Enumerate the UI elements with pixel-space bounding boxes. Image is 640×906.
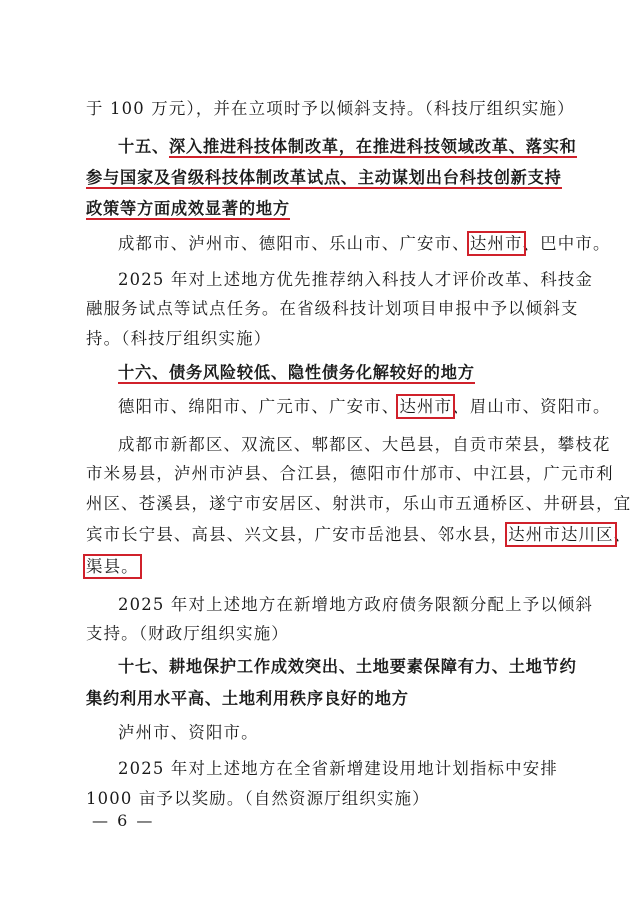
- highlighted-county-qu: 渠县。: [86, 557, 139, 576]
- section-15-heading-line-2: 参与国家及省级科技体制改革试点、主动谋划出台科技创新支持: [86, 168, 562, 187]
- section-17-body-line-1: 2025 年对上述地方在全省新增建设用地计划指标中安排: [118, 759, 558, 778]
- section-16-county-line-2: 市米易县，泸州市泸县、合江县，德阳市什邡市、中江县，广元市利: [86, 464, 614, 483]
- section-16-county-line-5: [86, 556, 556, 578]
- section-16-county-line-4: 宾市长宁县、高县、兴文县，广安市岳池县、邻水县，达州市达川区、: [86, 525, 632, 544]
- section-16-body-line-1: 2025 年对上述地方在新增地方政府债务限额分配上予以倾斜: [118, 595, 594, 614]
- section-16-county-line-1: 成都市新都区、双流区、郫都区、大邑县，自贡市荣县，攀枝花: [118, 435, 611, 454]
- section-17-heading-line-1: 十七、耕地保护工作成效突出、土地要素保障有力、土地节约: [118, 657, 577, 676]
- section-16-heading: 十六、债务风险较低、隐性债务化解较好的地方: [118, 363, 475, 382]
- section-17-heading-line-2: 集约利用水平高、土地利用秩序良好的地方: [86, 689, 409, 708]
- section-16-places: 德阳市、绵阳市、广元市、广安市、达州市、眉山市、资阳市。: [118, 397, 611, 416]
- highlighted-place-dazhou: 达州市: [469, 234, 523, 253]
- section-15-number: 十五、: [118, 137, 169, 156]
- section-17-places: 泸州市、资阳市。: [118, 723, 259, 742]
- section-15-body-line-1: 2025 年对上述地方优先推荐纳入科技人才评价改革、科技金: [118, 270, 594, 289]
- carryover-text: 于 100 万元），并在立项时予以倾斜支持。（科技厅组织实施）: [86, 99, 575, 118]
- highlighted-district-dachuan: 达州市达川区: [508, 525, 614, 544]
- page-number: — 6 —: [92, 811, 155, 830]
- highlighted-place-dazhou: 达州市: [399, 397, 453, 416]
- section-15-heading-line-1: [118, 136, 577, 158]
- section-15-body-line-2: 融服务试点等试点任务。在省级科技计划项目申报中予以倾斜支: [86, 299, 579, 318]
- section-16-county-line-3: 州区、苍溪县，遂宁市安居区、射洪市，乐山市五通桥区、井研县，宜: [86, 494, 632, 513]
- section-15-places: 成都市、泸州市、德阳市、乐山市、广安市、达州市、巴中市。: [118, 234, 611, 253]
- section-16-body-line-2: 支持。（财政厅组织实施）: [86, 624, 289, 643]
- section-15-heading-line-3: 政策等方面成效显著的地方: [86, 199, 290, 218]
- section-17-body-line-2: 1000 亩予以奖励。（自然资源厅组织实施）: [86, 789, 430, 808]
- section-15-body-line-3: 持。（科技厅组织实施）: [86, 329, 272, 348]
- section-15-heading-underlined: 深入推进科技体制改革，在推进科技领域改革、落实和: [168, 137, 577, 156]
